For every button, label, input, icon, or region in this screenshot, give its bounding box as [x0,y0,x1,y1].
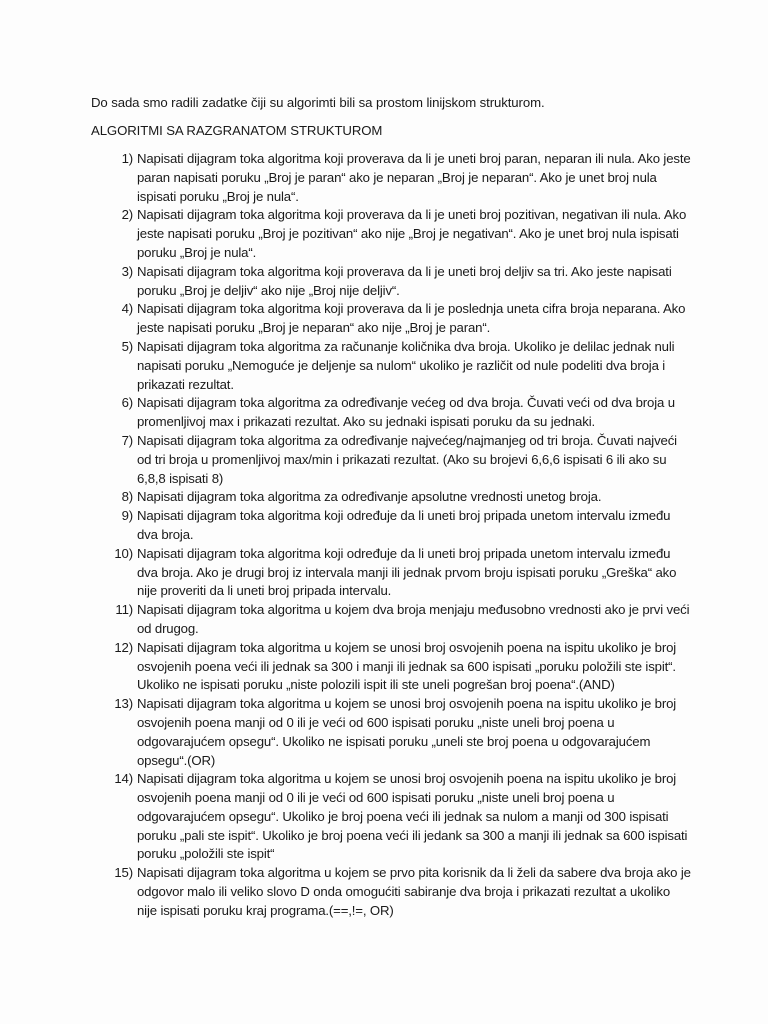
task-number: 12) [114,639,133,655]
task-number: 13) [114,696,133,712]
task-text: Napisati dijagram toka algoritma za određivanje najvećeg/najmanjeg od tri broja. Čuvati najveći od tri broja u promenljivoj max/min i prikazati rezultat. (Ako su brojevi 6,6,6 ispisati 6 ili ako su 6,8,8 ispisati 8) [137,432,677,486]
task-number: 7) [121,432,133,448]
task-text: Napisati dijagram toka algoritma u kojem se unosi broj osvojenih poena na ispitu ukoliko je broj osvojenih poena manji od 0 ili je veći od 600 ispisati poruku „niste uneli broj poena u odgovarajućem opsegu“. Ukoliko ne ispisati poruku „uneli ste broj poena u odgovarajućem opsegu“.(OR) [137,696,677,768]
task-number: 11) [115,602,133,618]
task-text: Napisati dijagram toka algoritma koji određuje da li uneti broj pripada unetom intervalu između dva broja. [137,508,671,542]
task-text: Napisati dijagram toka algoritma koji proverava da li je uneti broj paran, neparan ili nula. Ako jeste paran napisati poruku „Broj je paran“ ako je neparan „Broj je neparan“. Ako je unet broj nula ispisati poruku „Broj je nula“. [137,151,691,204]
task-number: 14) [114,771,133,787]
task-item [91,770,691,864]
task-item [91,864,691,920]
task-text: Napisati dijagram toka algoritma u kojem se unosi broj osvojenih poena na ispitu ukoliko je broj osvojenih poena veći ili jednak sa 300 i manji ili jednak sa 600 ispisati „poruku položili ste ispit“. Ukoliko ne ispisati poruku „niste polozili ispit ili ste uneli pogrešan broj poena“.(AND) [137,639,677,693]
task-item [91,206,691,262]
task-item [91,394,691,432]
task-text: Napisati dijagram toka algoritma u kojem se prvo pita korisnik da li želi da sabere dva broja ako je odgovor malo ili veliko slovo D onda omogućiti sabiranje dva broja i prikazati rezultat a ukoliko nije ispisati poruku kraj programa.(==,!=, OR) [137,865,691,918]
task-list [91,150,691,921]
task-item [91,507,691,545]
task-item [91,150,691,206]
task-number: 2) [121,207,133,223]
task-text: Napisati dijagram toka algoritma koji proverava da li je uneti broj deljiv sa tri. Ako jeste napisati poruku „Broj je deljiv“ ako nije „Broj nije deljiv“. [137,263,672,298]
task-number: 10) [114,545,133,561]
task-number: 15) [114,865,133,881]
task-item [91,338,691,394]
task-item [91,300,691,338]
task-number: 5) [121,338,133,354]
task-item [91,432,691,488]
task-number: 4) [121,301,133,317]
task-text: Napisati dijagram toka algoritma u kojem dva broja menjaju međusobno vrednosti ako je prvi veći od drugog. [137,602,690,636]
task-text: Napisati dijagram toka algoritma koji određuje da li uneti broj pripada unetom intervalu između dva broja. Ako je drugi broj iz intervala manji ili jednak prvom broju ispisati poruku „Greška“ ako nije proveriti da li uneti broj pripada intervalu. [137,545,677,599]
task-text: Napisati dijagram toka algoritma za određivanje većeg od dva broja. Čuvati veći od dva broja u promenljivoj max i prikazati rezultat. Ako su jednaki ispisati poruku da su jednaki. [137,395,675,430]
task-text: Napisati dijagram toka algoritma za određivanje apsolutne vrednosti unetog broja. [137,489,602,505]
task-number: 6) [121,395,133,411]
task-text: Napisati dijagram toka algoritma u kojem se unosi broj osvojenih poena na ispitu ukoliko je broj osvojenih poena manji od 0 ili je veći od 600 ispisati poruku „niste uneli broj poena u odgovarajućem opsegu“. Ukoliko je broj poena veći ili jednak sa nulom a manji od 300 ispisati poruku „pali ste ispit“. Ukoliko je broj poena veći ili jedank sa 300 a manji ili jednak sa 600 ispisati poruku „položili ste ispit“ [137,771,688,862]
task-item [91,639,691,695]
section-heading: ALGORITMI SA RAZGRANATOM STRUKTUROM [91,123,383,138]
intro-paragraph: Do sada smo radili zadatke čiji su algorimti bili sa prostom linijskom strukturom. [91,95,545,110]
task-item [91,695,691,770]
task-number: 9) [121,508,133,524]
task-item [91,545,691,601]
task-item [91,601,691,639]
task-item [91,263,691,301]
task-text: Napisati dijagram toka algoritma za računanje količnika dva broja. Ukoliko je delilac jednak nuli napisati poruku „Nemoguće je deljenje sa nulom“ ukoliko je različit od nule podeliti dva broja i prikazati rezultat. [137,338,675,392]
task-number: 3) [121,263,133,279]
task-text: Napisati dijagram toka algoritma koji proverava da li je poslednja uneta cifra broja neparana. Ako jeste napisati poruku „Broj je neparan“ ako nije „Broj je paran“. [137,301,686,336]
task-number: 8) [121,489,133,505]
task-text: Napisati dijagram toka algoritma koji proverava da li je uneti broj pozitivan, negativan ili nula. Ako jeste napisati poruku „Broj je pozitivan“ ako nije „Broj je negativan“. Ako je unet broj nula ispisati poruku „Broj je nula“. [137,207,687,260]
task-number: 1) [121,151,133,166]
task-item [91,488,691,507]
